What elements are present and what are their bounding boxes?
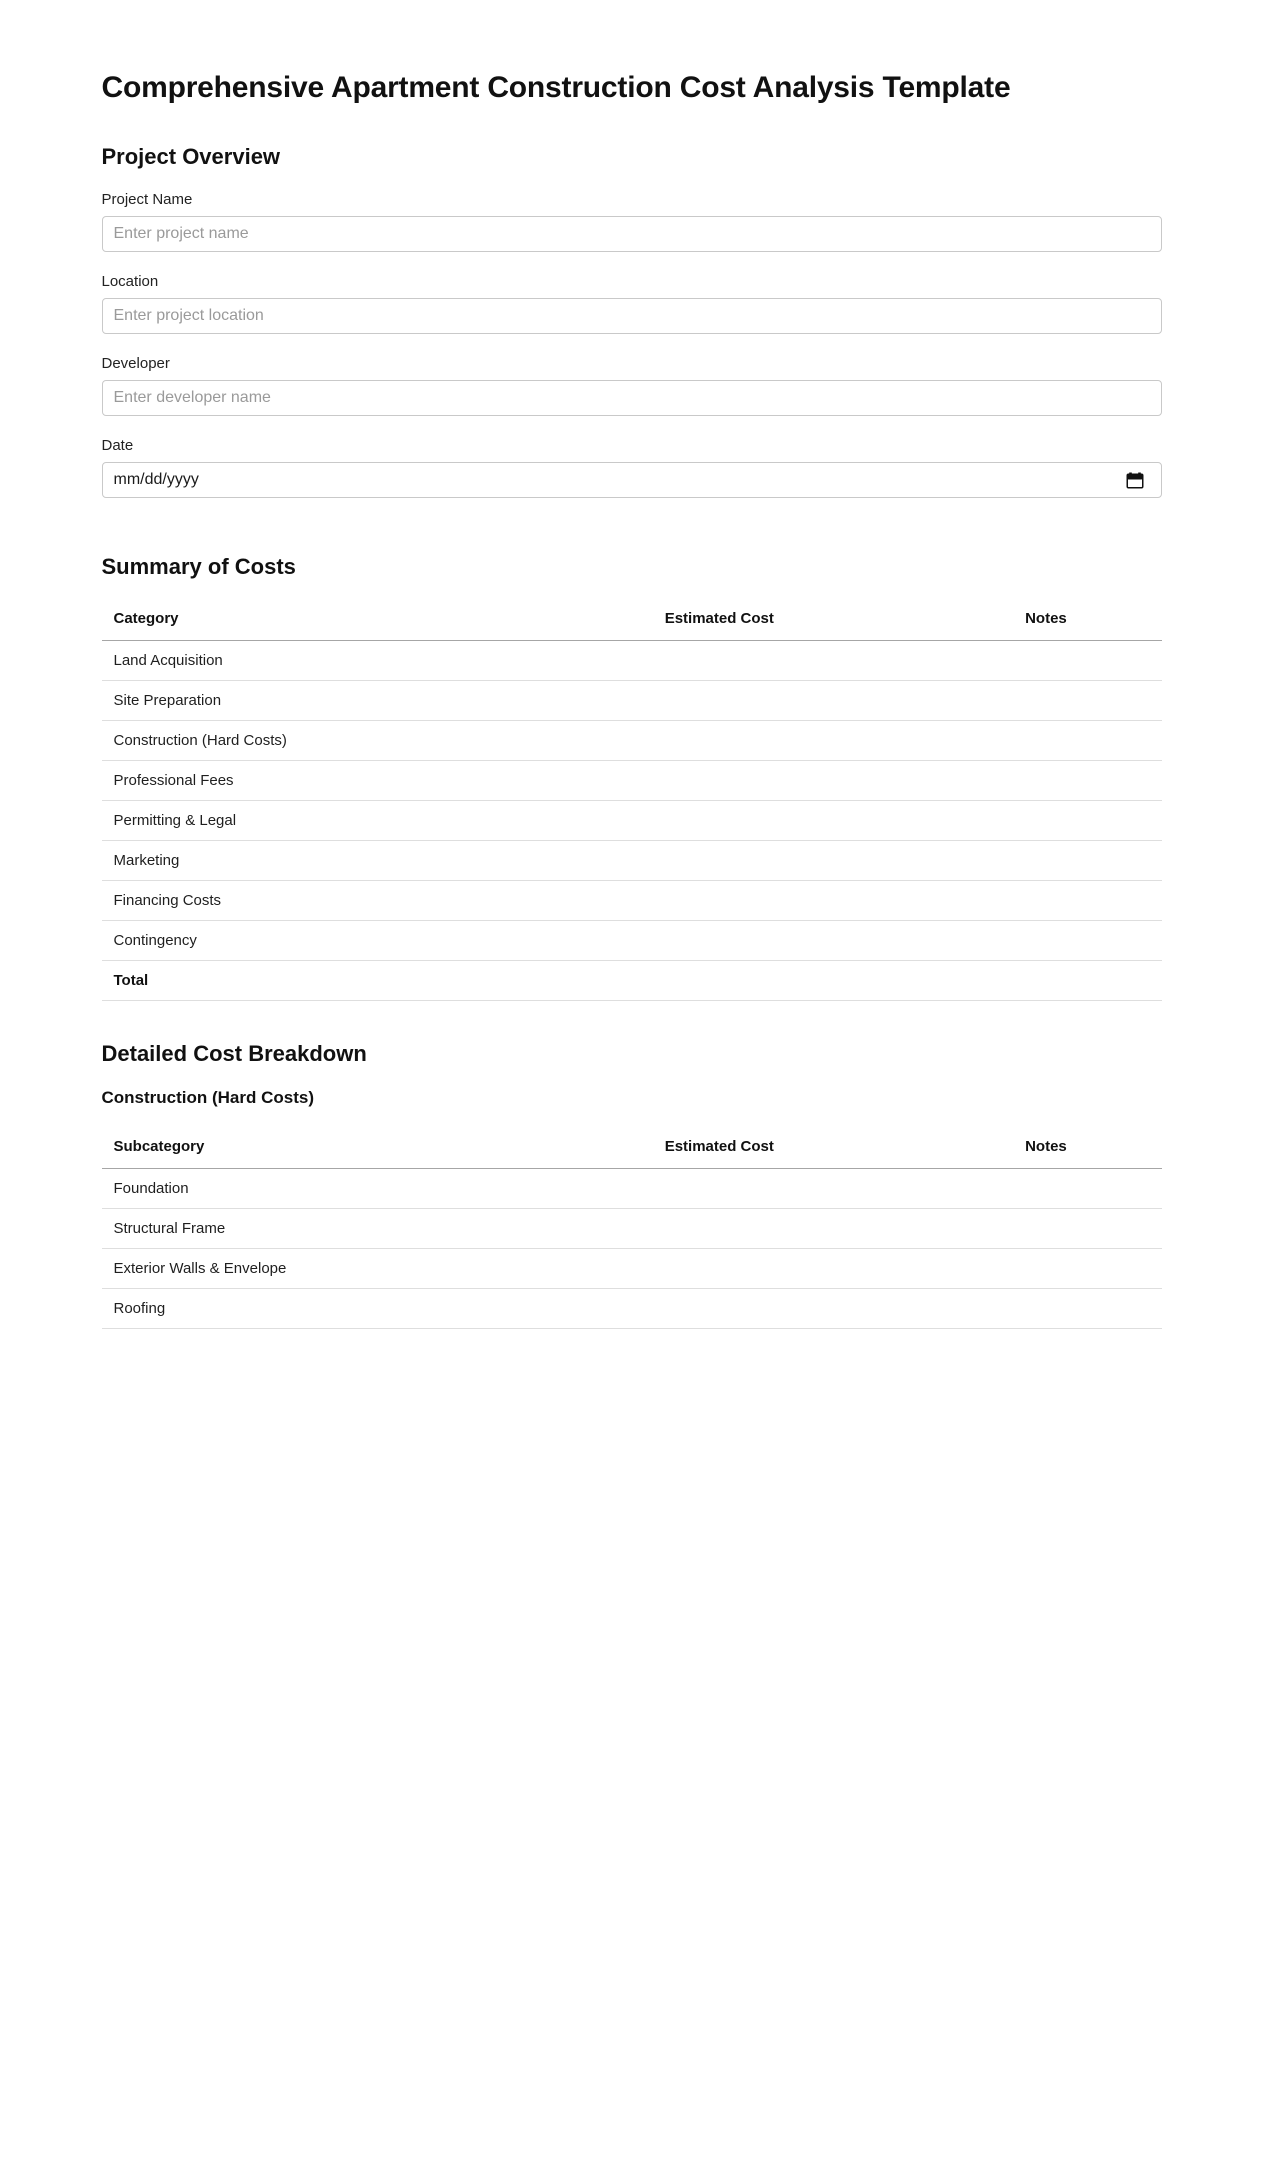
cell-category: Permitting & Legal	[102, 801, 653, 841]
cell-category: Land Acquisition	[102, 641, 653, 681]
column-header-subcategory: Subcategory	[102, 1124, 653, 1169]
section-heading-detailed-breakdown: Detailed Cost Breakdown	[101, 1041, 367, 1066]
breakdown-table	[102, 1124, 1162, 1329]
column-header-notes: Notes	[1013, 1124, 1161, 1169]
cell-category: Financing Costs	[102, 881, 653, 921]
project-name-label: Project Name	[101, 191, 193, 208]
project-name-input[interactable]	[102, 216, 1162, 252]
cell-estimated-cost	[653, 761, 1013, 801]
table-row-foundation	[102, 1169, 1162, 1209]
cell-notes	[1013, 681, 1161, 721]
field-developer	[102, 355, 1162, 416]
column-header-estimated-cost: Estimated Cost	[653, 596, 1013, 641]
cell-category: Construction (Hard Costs)	[102, 721, 653, 761]
table-row-financing-costs	[102, 881, 1162, 921]
cell-notes	[1013, 841, 1161, 881]
table-row-land-acquisition	[102, 641, 1162, 681]
cell-notes	[1013, 961, 1161, 1001]
cell-category: Contingency	[102, 921, 653, 961]
section-heading-project-overview: Project Overview	[101, 144, 281, 169]
cell-estimated-cost	[653, 881, 1013, 921]
cell-estimated-cost	[653, 641, 1013, 681]
date-input[interactable]	[102, 462, 1162, 498]
field-date	[102, 437, 1162, 498]
cell-estimated-cost	[653, 961, 1013, 1001]
summary-header-row	[102, 596, 1162, 641]
table-row-roofing	[102, 1289, 1162, 1329]
field-project-name	[102, 191, 1162, 252]
table-row-marketing	[102, 841, 1162, 881]
cell-category: Site Preparation	[102, 681, 653, 721]
cell-estimated-cost	[653, 1169, 1013, 1209]
subsection-heading-construction-hard-costs: Construction (Hard Costs)	[101, 1088, 314, 1107]
location-label: Location	[101, 273, 159, 290]
cell-estimated-cost	[653, 921, 1013, 961]
developer-label: Developer	[101, 355, 170, 372]
calendar-icon[interactable]	[1126, 472, 1144, 489]
cell-category: Marketing	[102, 841, 653, 881]
cell-notes	[1013, 921, 1161, 961]
breakdown-header-row	[102, 1124, 1162, 1169]
cell-subcategory: Foundation	[102, 1169, 653, 1209]
cell-notes	[1013, 1289, 1161, 1329]
table-row-structural-frame	[102, 1209, 1162, 1249]
developer-input[interactable]	[102, 380, 1162, 416]
date-label: Date	[101, 437, 134, 454]
cell-notes	[1013, 721, 1161, 761]
table-row-permitting-legal	[102, 801, 1162, 841]
page-container	[102, 0, 1162, 1329]
cell-estimated-cost	[653, 681, 1013, 721]
cell-notes	[1013, 801, 1161, 841]
table-row-exterior-walls-envelope	[102, 1249, 1162, 1289]
cell-notes	[1013, 1249, 1161, 1289]
summary-costs-table	[102, 596, 1162, 1001]
table-row-construction-hard-costs	[102, 721, 1162, 761]
cell-notes	[1013, 761, 1161, 801]
cell-estimated-cost	[653, 1289, 1013, 1329]
section-heading-summary-of-costs: Summary of Costs	[101, 554, 296, 579]
table-row-contingency	[102, 921, 1162, 961]
total-row	[102, 961, 1162, 1001]
location-input[interactable]	[102, 298, 1162, 334]
field-location	[102, 273, 1162, 334]
cell-notes	[1013, 1209, 1161, 1249]
cell-notes	[1013, 1169, 1161, 1209]
column-header-category: Category	[102, 596, 653, 641]
cell-estimated-cost	[653, 1209, 1013, 1249]
page-title: Comprehensive Apartment Construction Cost Analysis Template	[101, 71, 1011, 104]
cell-estimated-cost	[653, 841, 1013, 881]
cell-category: Total	[102, 961, 653, 1001]
column-header-estimated-cost: Estimated Cost	[653, 1124, 1013, 1169]
cell-subcategory: Exterior Walls & Envelope	[102, 1249, 653, 1289]
cell-category: Professional Fees	[102, 761, 653, 801]
cell-notes	[1013, 881, 1161, 921]
column-header-notes: Notes	[1013, 596, 1161, 641]
cell-notes	[1013, 641, 1161, 681]
cell-estimated-cost	[653, 801, 1013, 841]
cell-subcategory: Structural Frame	[102, 1209, 653, 1249]
cell-estimated-cost	[653, 1249, 1013, 1289]
date-value: mm/dd/yyyy	[113, 471, 199, 488]
table-row-site-preparation	[102, 681, 1162, 721]
cell-subcategory: Roofing	[102, 1289, 653, 1329]
table-row-professional-fees	[102, 761, 1162, 801]
cell-estimated-cost	[653, 721, 1013, 761]
